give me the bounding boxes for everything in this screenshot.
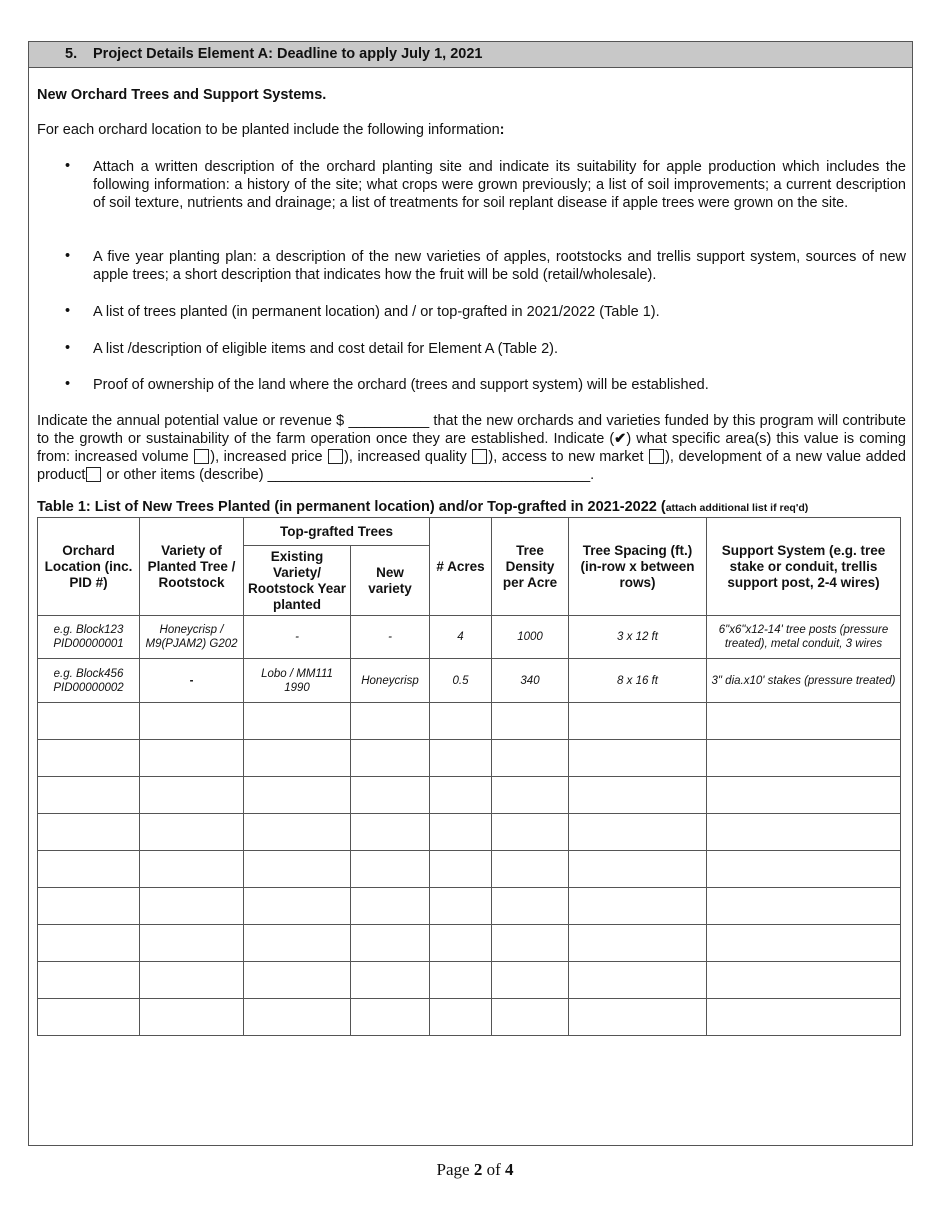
bullet-dot: • xyxy=(65,248,71,264)
empty-cell[interactable] xyxy=(569,740,707,777)
empty-cell[interactable] xyxy=(140,777,244,814)
empty-cell[interactable] xyxy=(492,777,569,814)
table-row-empty xyxy=(38,888,901,925)
increased-quality-checkbox[interactable] xyxy=(472,449,487,464)
empty-cell[interactable] xyxy=(38,740,140,777)
header-support-system: Support System (e.g. tree stake or conduit, trellis support post, 2-4 wires) xyxy=(707,518,901,616)
cell-support[interactable]: 6"x6"x12-14' tree posts (pressure treated), metal conduit, 3 wires xyxy=(707,616,901,659)
checkmark-icon: ✔ xyxy=(614,431,627,447)
empty-cell[interactable] xyxy=(140,888,244,925)
table-title: Table 1: List of New Trees Planted (in permanent location) and/or Top-grafted in 2021-2022 (attach additional list if req'd) xyxy=(37,499,809,515)
table-row xyxy=(38,659,901,703)
empty-cell[interactable] xyxy=(430,925,492,962)
empty-cell[interactable] xyxy=(430,703,492,740)
bullet-site-description: Attach a written description of the orchard planting site and indicate its suitability for apple production which includes the following information: a history of the site; what crops were grown previously; a list of soil improvements; a current description of soil texture, nutrients and drainage; a list of treatments for soil replant disease if apple trees were grown on the site. xyxy=(93,159,906,211)
new-market-checkbox[interactable] xyxy=(649,449,664,464)
empty-cell[interactable] xyxy=(38,703,140,740)
cell-new-variety[interactable]: Honeycrisp xyxy=(351,659,430,703)
cell-orchard[interactable]: e.g. Block123 PID00000001 xyxy=(38,616,140,659)
section-number: 5. xyxy=(65,46,78,62)
cell-spacing[interactable]: 8 x 16 ft xyxy=(569,659,707,703)
cell-density[interactable]: 340 xyxy=(492,659,569,703)
header-variety: Variety of Planted Tree / Rootstock xyxy=(140,518,244,616)
cell-existing[interactable]: Lobo / MM111 1990 xyxy=(244,659,351,703)
page-number: 2 xyxy=(473,1160,483,1179)
bullet-dot: • xyxy=(65,340,71,356)
header-orchard-location: Orchard Location (inc. PID #) xyxy=(38,518,140,616)
empty-cell[interactable] xyxy=(492,703,569,740)
empty-cell[interactable] xyxy=(492,999,569,1036)
empty-cell[interactable] xyxy=(244,703,351,740)
table-row-empty xyxy=(38,777,901,814)
empty-cell[interactable] xyxy=(38,925,140,962)
empty-cell[interactable] xyxy=(707,703,901,740)
empty-cell[interactable] xyxy=(430,962,492,999)
cell-variety[interactable]: Honeycrisp / M9(PJAM2) G202 xyxy=(140,616,244,659)
bullet-land-ownership: Proof of ownership of the land where the orchard (trees and support system) will be established. xyxy=(93,377,709,393)
empty-cell[interactable] xyxy=(569,814,707,851)
cell-acres[interactable]: 4 xyxy=(430,616,492,659)
header-acres: # Acres xyxy=(430,518,492,616)
table-row-empty xyxy=(38,925,901,962)
empty-cell[interactable] xyxy=(244,925,351,962)
value-added-product-checkbox[interactable] xyxy=(86,467,101,482)
trees-table xyxy=(37,517,901,1036)
empty-cell[interactable] xyxy=(140,962,244,999)
empty-rows xyxy=(38,703,901,1036)
empty-cell[interactable] xyxy=(430,851,492,888)
empty-cell[interactable] xyxy=(140,740,244,777)
section-title: Project Details Element A: Deadline to apply July 1, 2021 xyxy=(93,46,483,62)
bullet-dot: • xyxy=(65,158,71,174)
table-row-empty xyxy=(38,703,901,740)
empty-cell[interactable] xyxy=(351,962,430,999)
empty-cell[interactable] xyxy=(430,888,492,925)
empty-cell[interactable] xyxy=(38,851,140,888)
empty-cell[interactable] xyxy=(707,777,901,814)
header-tree-density: Tree Density per Acre xyxy=(492,518,569,616)
empty-cell[interactable] xyxy=(569,962,707,999)
empty-cell[interactable] xyxy=(707,740,901,777)
empty-cell[interactable] xyxy=(38,999,140,1036)
cell-spacing[interactable]: 3 x 12 ft xyxy=(569,616,707,659)
cell-orchard[interactable]: e.g. Block456 PID00000002 xyxy=(38,659,140,703)
empty-cell[interactable] xyxy=(569,777,707,814)
empty-cell[interactable] xyxy=(707,925,901,962)
cell-new-variety[interactable]: - xyxy=(351,616,430,659)
empty-cell[interactable] xyxy=(351,740,430,777)
empty-cell[interactable] xyxy=(492,962,569,999)
empty-cell[interactable] xyxy=(569,999,707,1036)
empty-cell[interactable] xyxy=(244,999,351,1036)
empty-cell[interactable] xyxy=(707,888,901,925)
empty-cell[interactable] xyxy=(492,740,569,777)
form-frame xyxy=(28,41,913,1146)
empty-cell[interactable] xyxy=(38,777,140,814)
empty-cell[interactable] xyxy=(244,814,351,851)
empty-cell[interactable] xyxy=(244,851,351,888)
empty-cell[interactable] xyxy=(351,999,430,1036)
empty-cell[interactable] xyxy=(492,851,569,888)
cell-acres[interactable]: 0.5 xyxy=(430,659,492,703)
empty-cell[interactable] xyxy=(140,999,244,1036)
empty-cell[interactable] xyxy=(707,851,901,888)
header-top-grafted: Top-grafted Trees xyxy=(244,518,430,546)
empty-cell[interactable] xyxy=(430,814,492,851)
cell-variety[interactable]: - xyxy=(140,659,244,703)
empty-cell[interactable] xyxy=(569,851,707,888)
empty-cell[interactable] xyxy=(707,999,901,1036)
empty-cell[interactable] xyxy=(244,777,351,814)
empty-cell[interactable] xyxy=(492,888,569,925)
intro-text: For each orchard location to be planted include the following information: xyxy=(37,122,505,138)
bullet-planting-plan: A five year planting plan: a description of the new varieties of apples, rootstocks and trellis support system, sources of new apple trees; a short description that indicates how the fruit will be sold (retail/wholesale). xyxy=(93,249,906,283)
empty-cell[interactable] xyxy=(140,925,244,962)
table-row-empty xyxy=(38,740,901,777)
table-row xyxy=(38,616,901,659)
empty-cell[interactable] xyxy=(38,888,140,925)
empty-cell[interactable] xyxy=(492,925,569,962)
empty-cell[interactable] xyxy=(244,740,351,777)
header-existing-variety: Existing Variety/ Rootstock Year planted xyxy=(244,546,351,616)
increased-volume-checkbox[interactable] xyxy=(194,449,209,464)
empty-cell[interactable] xyxy=(351,777,430,814)
empty-cell[interactable] xyxy=(38,962,140,999)
empty-cell[interactable] xyxy=(707,962,901,999)
page-footer: Page 2 of 4 xyxy=(436,1160,514,1179)
header-tree-spacing: Tree Spacing (ft.) (in-row x between rows) xyxy=(569,518,707,616)
section-subtitle: New Orchard Trees and Support Systems. xyxy=(37,87,327,103)
empty-cell[interactable] xyxy=(244,888,351,925)
bullet-eligible-items: A list /description of eligible items and cost detail for Element A (Table 2). xyxy=(93,341,559,357)
increased-price-checkbox[interactable] xyxy=(328,449,343,464)
cell-support[interactable]: 3" dia.x10' stakes (pressure treated) xyxy=(707,659,901,703)
empty-cell[interactable] xyxy=(707,814,901,851)
empty-cell[interactable] xyxy=(244,962,351,999)
bullet-dot: • xyxy=(65,303,71,319)
table-row-empty xyxy=(38,962,901,999)
empty-cell[interactable] xyxy=(430,740,492,777)
page-total: 4 xyxy=(504,1160,514,1179)
bullet-trees-list: A list of trees planted (in permanent location) and / or top-grafted in 2021/2022 (Table 1). xyxy=(93,304,660,320)
empty-cell[interactable] xyxy=(430,777,492,814)
empty-cell[interactable] xyxy=(569,703,707,740)
empty-cell[interactable] xyxy=(351,888,430,925)
cell-density[interactable]: 1000 xyxy=(492,616,569,659)
empty-cell[interactable] xyxy=(351,703,430,740)
header-new-variety: New variety xyxy=(351,546,430,616)
empty-cell[interactable] xyxy=(569,925,707,962)
empty-cell[interactable] xyxy=(140,851,244,888)
empty-cell[interactable] xyxy=(351,851,430,888)
empty-cell[interactable] xyxy=(38,814,140,851)
empty-cell[interactable] xyxy=(351,925,430,962)
empty-cell[interactable] xyxy=(569,888,707,925)
empty-cell[interactable] xyxy=(430,999,492,1036)
empty-cell[interactable] xyxy=(351,814,430,851)
table-row-empty xyxy=(38,851,901,888)
table-row-empty xyxy=(38,814,901,851)
revenue-paragraph: Indicate the annual potential value or revenue $ __________ that the new orchards and varieties funded by this program will contribute to the growth or sustainability of the farm operation once they are established. Indicate (✔) what specific area(s) this value is coming from: increased volume ), increased price ), increased quality ), access to new market ), development of a new value added product or other items (describe) ________________________________________. xyxy=(37,413,906,483)
bullet-dot: • xyxy=(65,376,71,392)
cell-existing[interactable]: - xyxy=(244,616,351,659)
table-row-empty xyxy=(38,999,901,1036)
empty-cell[interactable] xyxy=(140,703,244,740)
section-header xyxy=(29,42,912,68)
empty-cell[interactable] xyxy=(140,814,244,851)
empty-cell[interactable] xyxy=(492,814,569,851)
